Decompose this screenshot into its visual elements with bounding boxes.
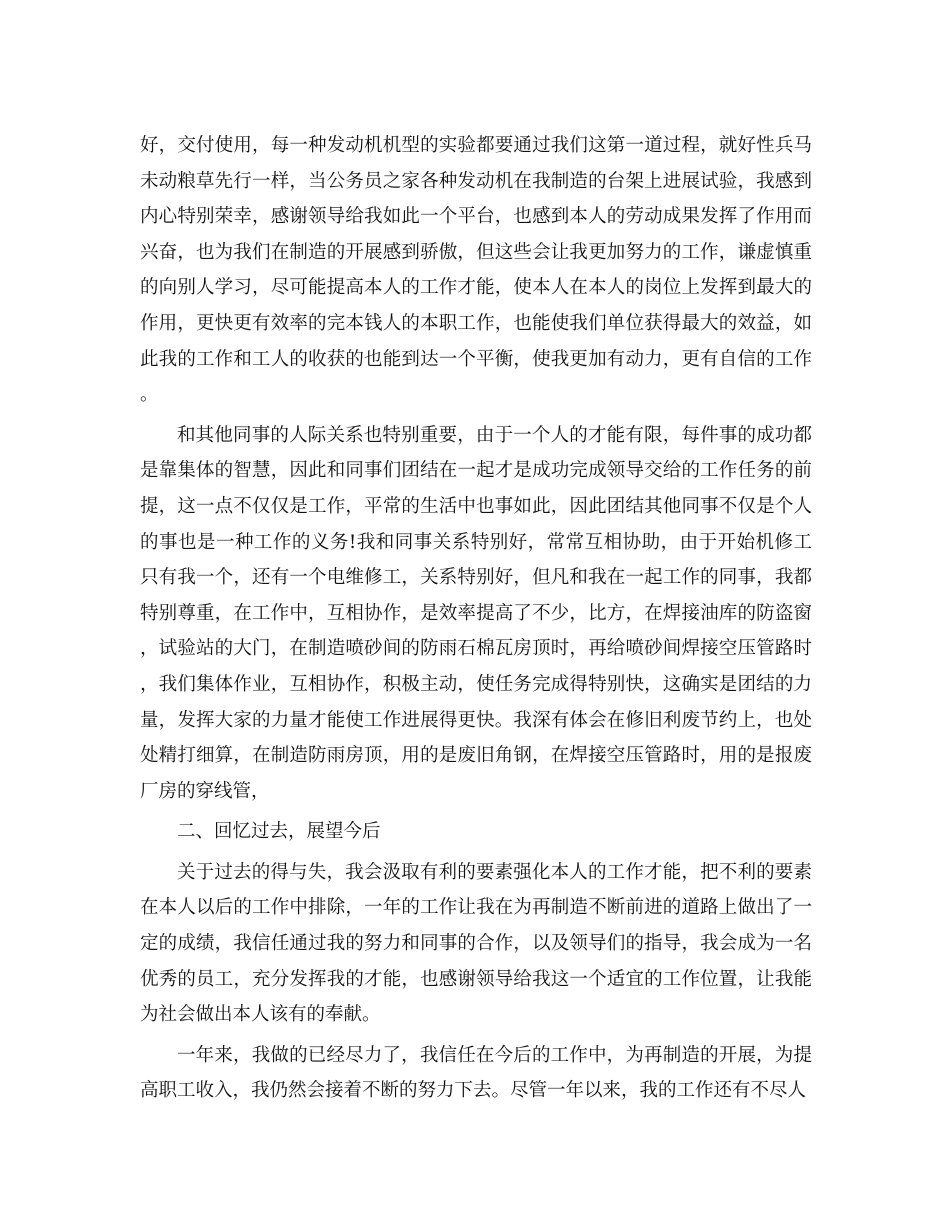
section-heading: 二、回忆过去，展望今后: [177, 821, 381, 843]
paragraph-1: 好，交付使用，每一种发动机机型的实验都要通过我们这第一道过程，就好性兵马未动粮草先行一样，当公务员之家各种发动机在我制造的台架上进展试验，我感到内心特别荣幸，感谢领导给我如此一个平台，也感到本人的劳动成果发挥了作用而兴奋，也为我们在制造的开展感到骄傲，但这些会让我更加努力的工作，谦虚慎重的向别人学习，尽可能提高本人的工作才能，使本人在本人的岗位上发挥到最大的作用，更快更有效率的完本钱人的本职工作，也能使我们单位获得最大的效益，如此我的工作和工人的收获的也能到达一个平衡，使我更加有动力，更有自信的工作。: [140, 135, 812, 406]
document-body: [140, 128, 812, 1114]
paragraph-4: 一年来，我做的已经尽力了，我信任在今后的工作中，为再制造的开展，为提高职工收入，我仍然会接着不断的努力下去。尽管一年以来，我的工作还有不尽人: [140, 1044, 812, 1102]
paragraph-3: 关于过去的得与失，我会汲取有利的要素强化本人的工作才能，把不利的要素在本人以后的工作中排除，一年的工作让我在为再制造不断前进的道路上做出了一定的成绩，我信任通过我的努力和同事的合作，以及领导们的指导，我会成为一名优秀的员工，充分发挥我的才能，也感谢领导给我这一个适宜的工作位置，让我能为社会做出本人该有的奉献。: [140, 861, 812, 1026]
paragraph-2: 和其他同事的人际关系也特别重要，由于一个人的才能有限，每件事的成功都是靠集体的智慧，因此和同事们团结在一起才是成功完成领导交给的工作任务的前提，这一点不仅仅是工作，平常的生活中也事如此，因此团结其他同事不仅是个人的事也是一种工作的义务!我和同事关系特别好，常常互相协助，由于开始机修工只有我一个，还有一个电维修工，关系特别好，但凡和我在一起工作的同事，我都特别尊重，在工作中，互相协作，是效率提高了不少，比方，在焊接油库的防盗窗，试验站的大门，在制造喷砂间的防雨石棉瓦房顶时，再给喷砂间焊接空压管路时，我们集体作业，互相协作，积极主动，使任务完成得特别快，这确实是团结的力量，发挥大家的力量才能使工作进展得更快。我深有体会在修旧利废节约上，也处处精打细算，在制造防雨房顶，用的是废旧角钢，在焊接空压管路时，用的是报废厂房的穿线管，: [140, 424, 812, 802]
